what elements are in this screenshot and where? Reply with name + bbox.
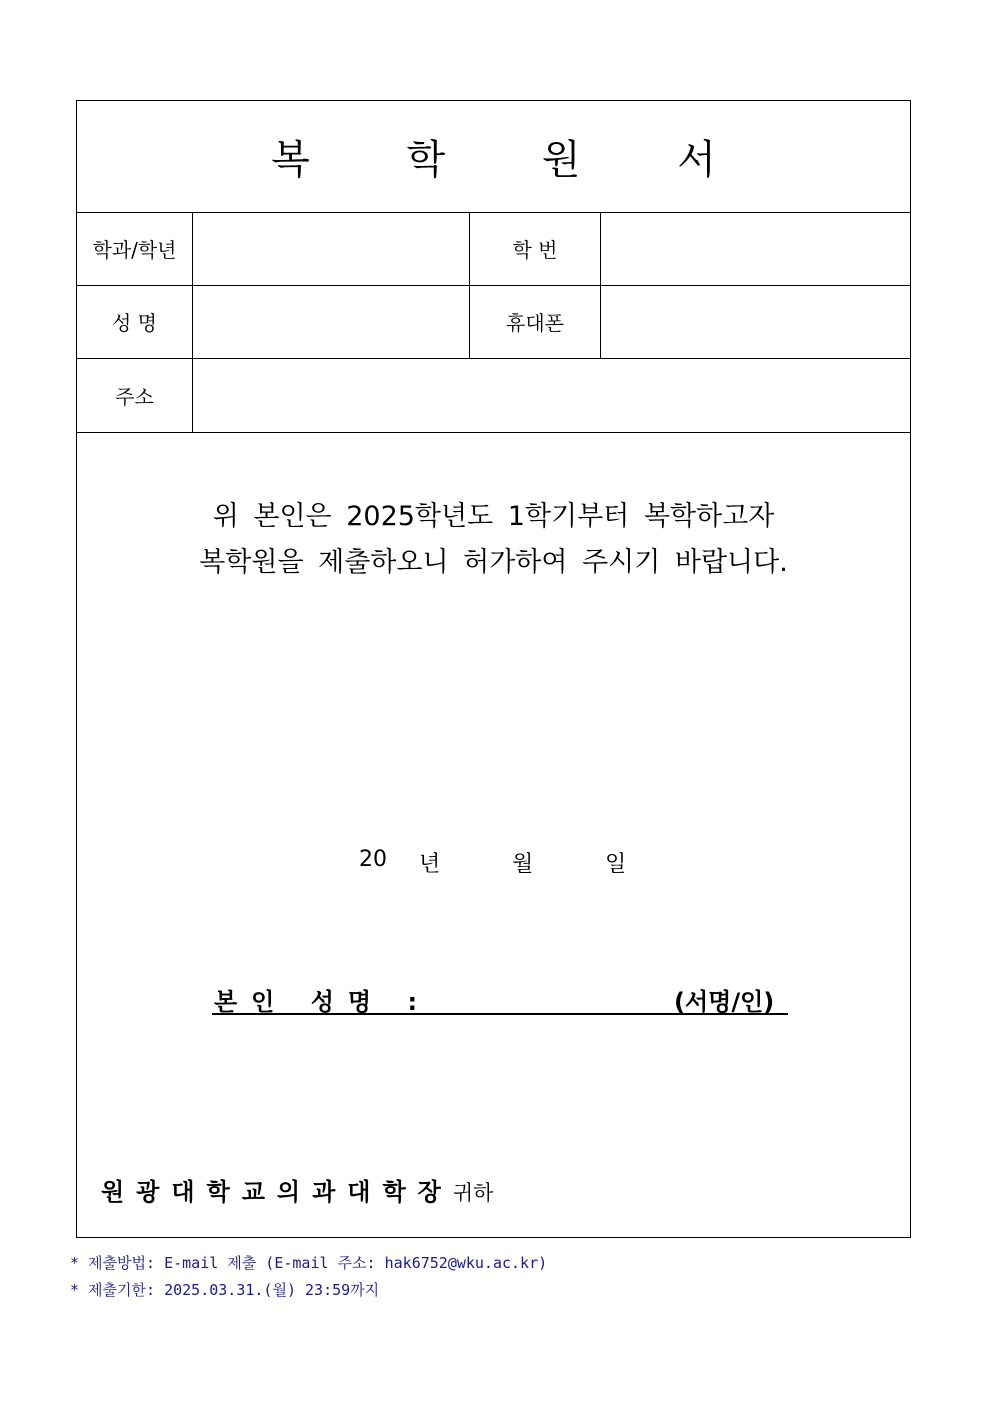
date-day-unit: 일 <box>605 852 627 877</box>
submission-method-note: * 제출방법: E-mail 제출 (E-mail 주소: hak6752@wku.ac.kr) <box>70 1254 548 1272</box>
submission-deadline-note: * 제출기한: 2025.03.31.(월) 23:59까지 <box>70 1281 380 1299</box>
date-month-unit: 월 <box>512 852 534 877</box>
date-year-unit: 년 <box>419 852 441 877</box>
signature-line[interactable] <box>212 1013 788 1015</box>
student-id-field[interactable] <box>601 212 911 285</box>
phone-label: 휴대폰 <box>506 311 564 335</box>
address-label: 주소 <box>115 384 154 409</box>
name-label: 성 명 <box>112 311 157 335</box>
address-field[interactable] <box>193 358 911 432</box>
dept-year-field[interactable] <box>193 212 469 285</box>
date-year-prefix: 20 <box>359 847 387 872</box>
statement-line-1: 위 본인은 2025학년도 1학기부터 복학하고자 <box>212 501 775 532</box>
signature-label: 본인 성명 : <box>214 988 432 1016</box>
application-form <box>76 100 911 1238</box>
form-title: 복 학 원 서 <box>271 137 758 183</box>
divider <box>77 432 910 433</box>
student-id-label: 학 번 <box>512 238 558 262</box>
signature-seal-label: (서명/인) <box>674 988 775 1016</box>
addressee <box>101 1172 493 1207</box>
statement-line-2: 복학원을 제출하오니 허가하여 주시기 바랍니다. <box>199 547 788 578</box>
phone-field[interactable] <box>601 285 911 358</box>
addressee-institution: 원광대학교의과대학장 <box>101 1178 453 1206</box>
dept-year-label: 학과/학년 <box>92 238 177 262</box>
statement <box>77 494 910 586</box>
addressee-suffix: 귀하 <box>452 1181 494 1205</box>
name-field[interactable] <box>193 285 469 358</box>
